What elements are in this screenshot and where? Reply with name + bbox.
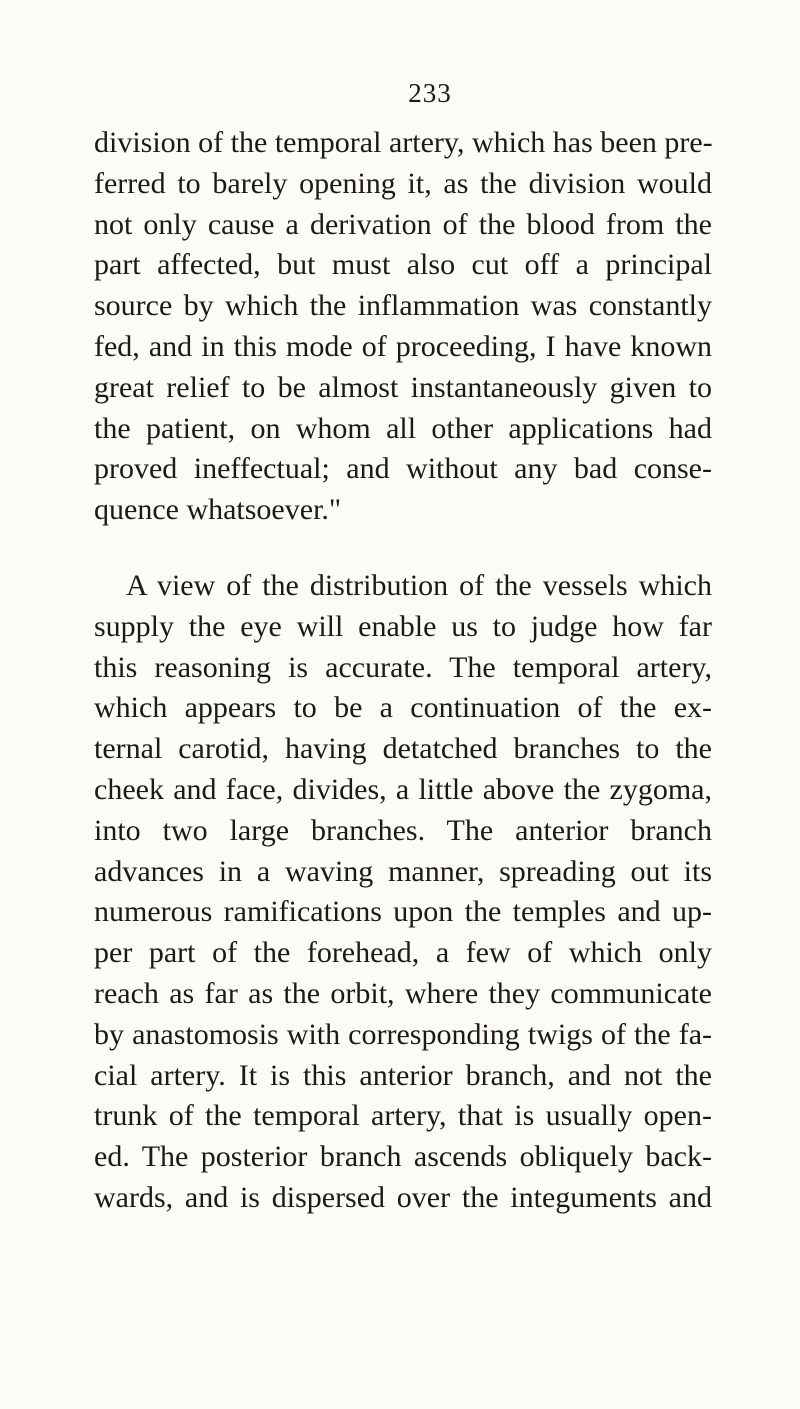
text-line: ternal carotid, having detatched branches to the [94,732,712,766]
text-line: not only cause a derivation of the blood from the [94,207,712,241]
text-line: quence whatsoever." [94,493,342,527]
text-line: cial artery. It is this anterior branch, and not the [94,1058,712,1092]
text-line: proved ineffectual; and without any bad conse- [94,452,712,486]
text-line: trunk of the temporal artery, that is usually open- [94,1099,712,1133]
text-line: division of the temporal artery, which has been pre- [94,126,713,159]
text-line: into two large branches. The anterior branch [94,813,712,847]
text-line: supply the eye will enable us to judge how far [94,609,712,643]
text-line: source by which the inflammation was constantly [94,289,712,323]
text-line: numerous ramifications upon the temples and up- [94,895,712,929]
text-line: part affected, but must also cut off a principal [94,248,712,282]
text-line: this reasoning is accurate. The temporal artery, [94,650,712,684]
text-line: which appears to be a continuation of the ex- [94,691,712,725]
paragraph-gap [94,531,712,566]
page-number: 233 [408,78,452,108]
body-text [94,123,712,1219]
paragraph-2 [94,566,712,1219]
text-line: the patient, on whom all other applications had [94,411,712,445]
text-line: fed, and in this mode of proceeding, I have known [94,329,712,363]
text-line: wards, and is dispersed over the integuments and [94,1180,712,1214]
text-line: great relief to be almost instantaneously given to [94,370,712,404]
text-line: cheek and face, divides, a little above the zygoma, [94,772,712,806]
text-line: reach as far as the orbit, where they communicate [94,976,712,1010]
text-line: advances in a waving manner, spreading out its [94,854,712,888]
paragraph-1 [94,123,712,531]
text-line: by anastomosis with corresponding twigs of the fa- [94,1017,712,1051]
text-line: per part of the forehead, a few of which only [94,936,712,970]
text-line: ferred to barely opening it, as the division would [94,166,712,200]
text-line: ed. The posterior branch ascends obliquely back- [94,1140,712,1174]
text-line: A view of the distribution of the vessels which [126,568,712,602]
